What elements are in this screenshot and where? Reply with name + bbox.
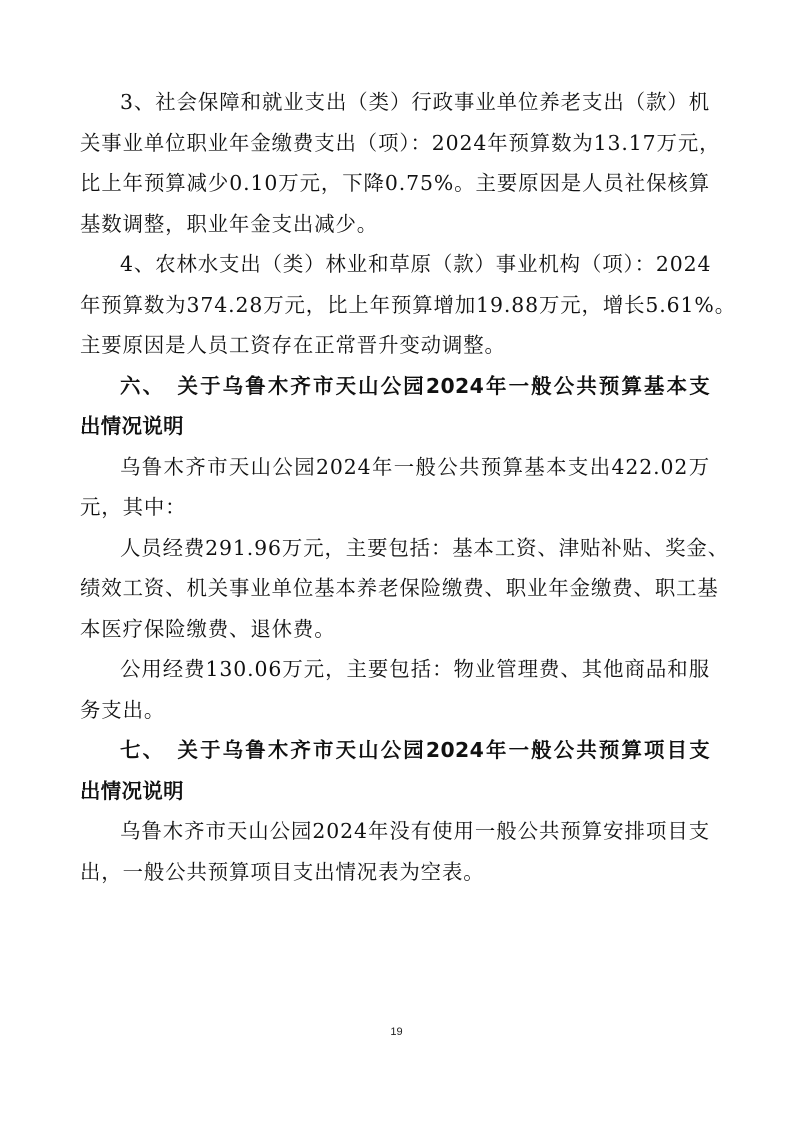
document-body	[80, 82, 736, 892]
text-line: 比上年预算减少0.10万元，下降0.75%。主要原因是人员社保核算	[80, 171, 710, 195]
heading-line: 出情况说明	[80, 414, 184, 438]
text-line: 本医疗保险缴费、退休费。	[80, 616, 336, 641]
text-line: 4、农林水支出（类）林业和草原（款）事业机构（项）：2024	[120, 252, 712, 276]
text-line: 乌鲁木齐市天山公园2024年一般公共预算基本支出422.02万	[120, 454, 710, 479]
heading-line: 六、 关于乌鲁木齐市天山公园2024年一般公共预算基本支	[120, 373, 710, 398]
text-line: 元，其中：	[80, 495, 187, 519]
paragraph-basic-expenditure	[80, 447, 710, 528]
text-line: 年预算数为374.28万元，比上年预算增加19.88万元，增长5.61%。	[80, 292, 736, 317]
text-line: 绩效工资、机关事业单位基本养老保险缴费、职业年金缴费、职工基	[80, 576, 719, 600]
text-line: 基数调整，职业年金支出减少。	[80, 211, 379, 236]
paragraph-project-expenditure	[80, 811, 710, 892]
heading-line: 七、 关于乌鲁木齐市天山公园2024年一般公共预算项目支	[120, 738, 710, 762]
heading-line: 出情况说明	[80, 778, 184, 803]
text-line: 3、社会保障和就业支出（类）行政事业单位养老支出（款）机	[120, 90, 710, 114]
paragraph-personnel-expenses	[80, 528, 730, 650]
text-line: 关事业单位职业年金缴费支出（项）：2024年预算数为13.17万元，	[80, 130, 721, 155]
paragraph-agriculture	[80, 244, 736, 366]
text-line: 乌鲁木齐市天山公园2024年没有使用一般公共预算安排项目支	[120, 819, 710, 843]
text-line: 出，一般公共预算项目支出情况表为空表。	[80, 859, 485, 884]
text-line: 公用经费130.06万元，主要包括：物业管理费、其他商品和服	[120, 657, 710, 681]
paragraph-social-security	[80, 82, 721, 244]
paragraph-public-expenses	[80, 649, 710, 730]
section-heading-six	[80, 366, 710, 447]
section-heading-seven	[80, 730, 710, 811]
text-line: 人员经费291.96万元，主要包括：基本工资、津贴补贴、奖金、	[120, 535, 730, 560]
text-line: 务支出。	[80, 697, 166, 722]
text-line: 主要原因是人员工资存在正常晋升变动调整。	[80, 333, 506, 357]
page-number: 19	[390, 1026, 403, 1038]
